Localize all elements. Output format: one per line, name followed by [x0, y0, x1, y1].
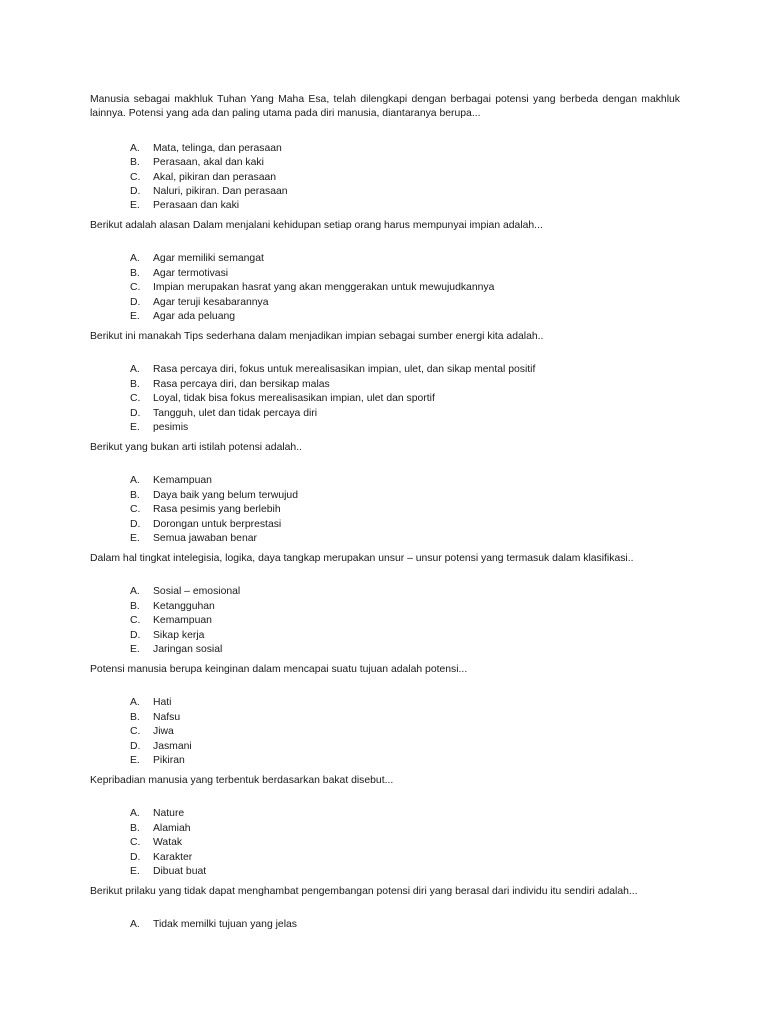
option-letter: E.: [130, 310, 140, 322]
option-letter: D.: [130, 629, 141, 641]
option-text: Hati: [153, 697, 172, 709]
option-item: [90, 185, 680, 199]
option-text: Tangguh, ulet dan tidak percaya diri: [153, 407, 318, 419]
option-letter: D.: [130, 296, 141, 308]
option-text: Mata, telinga, dan perasaan: [153, 142, 282, 154]
option-item: [90, 199, 680, 213]
option-list: [90, 807, 680, 879]
option-item: [90, 711, 680, 725]
option-item: [90, 865, 680, 879]
option-list: [90, 474, 680, 546]
question-2: [90, 219, 680, 324]
question-text: Berikut prilaku yang tidak dapat menghambat pengembangan potensi diri yang berasal dari individu itu sendiri adalah...: [90, 886, 638, 897]
option-letter: E.: [130, 865, 140, 877]
option-text: Agar ada peluang: [153, 310, 236, 322]
option-text: Dibuat buat: [153, 865, 207, 877]
option-text: Agar teruji kesabarannya: [153, 296, 269, 308]
question-text: Kepribadian manusia yang terbentuk berdasarkan bakat disebut...: [90, 775, 394, 786]
option-text: Semua jawaban benar: [153, 532, 257, 544]
option-letter: D.: [130, 407, 141, 419]
option-text: Tidak memilki tujuan yang jelas: [153, 919, 297, 931]
option-item: [90, 585, 680, 599]
question-text: Potensi manusia berupa keinginan dalam mencapai suatu tujuan adalah potensi...: [90, 664, 468, 675]
question-6: [90, 663, 680, 768]
option-text: Dorongan untuk berprestasi: [153, 518, 282, 530]
option-letter: E.: [130, 200, 140, 212]
option-letter: D.: [130, 185, 141, 197]
option-text: Pikiran: [153, 754, 185, 766]
option-letter: D.: [130, 851, 141, 863]
option-letter: B.: [130, 822, 140, 834]
option-letter: C.: [130, 615, 141, 627]
option-text: Kemampuan: [153, 615, 212, 627]
option-item: [90, 407, 680, 421]
option-text: Ketangguhan: [153, 600, 215, 612]
option-text: Agar termotivasi: [153, 267, 229, 279]
option-item: [90, 822, 680, 836]
option-letter: B.: [130, 600, 140, 612]
option-letter: A.: [130, 475, 140, 487]
option-list: [90, 696, 680, 768]
option-text: Nature: [153, 808, 185, 820]
option-item: [90, 614, 680, 628]
option-item: [90, 807, 680, 821]
option-text: Loyal, tidak bisa fokus merealisasikan impian, ulet dan sportif: [153, 393, 435, 405]
option-item: [90, 836, 680, 850]
option-item: [90, 171, 680, 185]
option-list: [90, 363, 680, 435]
option-list: [90, 252, 680, 324]
option-list: [90, 918, 680, 932]
option-item: [90, 310, 680, 324]
option-item: [90, 489, 680, 503]
option-letter: D.: [130, 740, 141, 752]
option-item: [90, 629, 680, 643]
option-letter: C.: [130, 393, 141, 405]
option-text: Naluri, pikiran. Dan perasaan: [153, 185, 288, 197]
option-letter: A.: [130, 253, 140, 265]
option-letter: D.: [130, 518, 141, 530]
question-text: Dalam hal tingkat intelegisia, logika, daya tangkap merupakan unsur – unsur potensi yang termasuk dalam klasifikasi..: [90, 553, 634, 564]
option-item: [90, 600, 680, 614]
option-item: [90, 252, 680, 266]
question-7: [90, 774, 680, 879]
option-text: Rasa pesimis yang berlebih: [153, 504, 281, 516]
option-letter: B.: [130, 267, 140, 279]
option-text: Sikap kerja: [153, 629, 205, 641]
option-letter: A.: [130, 919, 140, 931]
option-letter: B.: [130, 711, 140, 723]
option-text: Akal, pikiran dan perasaan: [153, 171, 277, 183]
option-text: Impian merupakan hasrat yang akan menggerakan untuk mewujudkannya: [153, 282, 495, 294]
option-text: Alamiah: [153, 822, 191, 834]
option-item: [90, 532, 680, 546]
question-text: Manusia sebagai makhluk Tuhan Yang Maha Esa, telah dilengkapi dengan berbagai potensi yang berbeda dengan makhluk lainnya. Potensi yang ada dan paling utama pada diri manusia, diantaranya berupa...: [90, 94, 680, 120]
option-item: [90, 378, 680, 392]
option-item: [90, 851, 680, 865]
question-8: [90, 885, 680, 933]
option-text: Daya baik yang belum terwujud: [153, 489, 298, 501]
option-item: [90, 725, 680, 739]
question-5: [90, 552, 680, 657]
option-list: [90, 142, 680, 214]
question-text: Berikut adalah alasan Dalam menjalani kehidupan setiap orang harus mempunyai impian adalah...: [90, 220, 543, 231]
option-item: [90, 421, 680, 435]
option-text: Nafsu: [153, 711, 181, 723]
option-letter: A.: [130, 697, 140, 709]
option-text: pesimis: [153, 421, 189, 433]
option-letter: E.: [130, 754, 140, 766]
option-letter: E.: [130, 643, 140, 655]
option-letter: A.: [130, 364, 140, 376]
option-item: [90, 754, 680, 768]
option-item: [90, 740, 680, 754]
option-letter: C.: [130, 282, 141, 294]
option-item: [90, 156, 680, 170]
option-letter: B.: [130, 378, 140, 390]
option-letter: B.: [130, 489, 140, 501]
option-item: [90, 474, 680, 488]
option-text: Watak: [153, 837, 183, 849]
option-text: Perasaan, akal dan kaki: [153, 157, 264, 169]
option-text: Jaringan sosial: [153, 643, 223, 655]
option-text: Jasmani: [153, 740, 192, 752]
option-item: [90, 392, 680, 406]
option-item: [90, 518, 680, 532]
option-letter: E.: [130, 532, 140, 544]
option-text: Sosial – emosional: [153, 586, 241, 598]
option-item: [90, 267, 680, 281]
option-item: [90, 363, 680, 377]
option-text: Perasaan dan kaki: [153, 200, 240, 212]
option-text: Rasa percaya diri, fokus untuk merealisasikan impian, ulet, dan sikap mental positif: [153, 364, 536, 376]
option-list: [90, 585, 680, 657]
option-letter: A.: [130, 142, 140, 154]
option-letter: C.: [130, 726, 141, 738]
question-text: Berikut ini manakah Tips sederhana dalam menjadikan impian sebagai sumber energi kita adalah..: [90, 331, 544, 342]
option-item: [90, 142, 680, 156]
option-item: [90, 918, 680, 932]
option-text: Karakter: [153, 851, 193, 863]
option-letter: C.: [130, 837, 141, 849]
question-1: [90, 93, 680, 214]
question-4: [90, 441, 680, 546]
question-text: Berikut yang bukan arti istilah potensi adalah..: [90, 442, 302, 453]
option-letter: C.: [130, 504, 141, 516]
option-text: Rasa percaya diri, dan bersikap malas: [153, 378, 330, 390]
option-letter: B.: [130, 157, 140, 169]
option-item: [90, 296, 680, 310]
option-item: [90, 503, 680, 517]
option-letter: E.: [130, 421, 140, 433]
option-item: [90, 281, 680, 295]
option-text: Agar memiliki semangat: [153, 253, 264, 265]
option-item: [90, 643, 680, 657]
option-letter: A.: [130, 586, 140, 598]
question-3: [90, 330, 680, 435]
option-text: Jiwa: [153, 726, 174, 738]
option-text: Kemampuan: [153, 475, 212, 487]
option-letter: A.: [130, 808, 140, 820]
option-letter: C.: [130, 171, 141, 183]
option-item: [90, 696, 680, 710]
